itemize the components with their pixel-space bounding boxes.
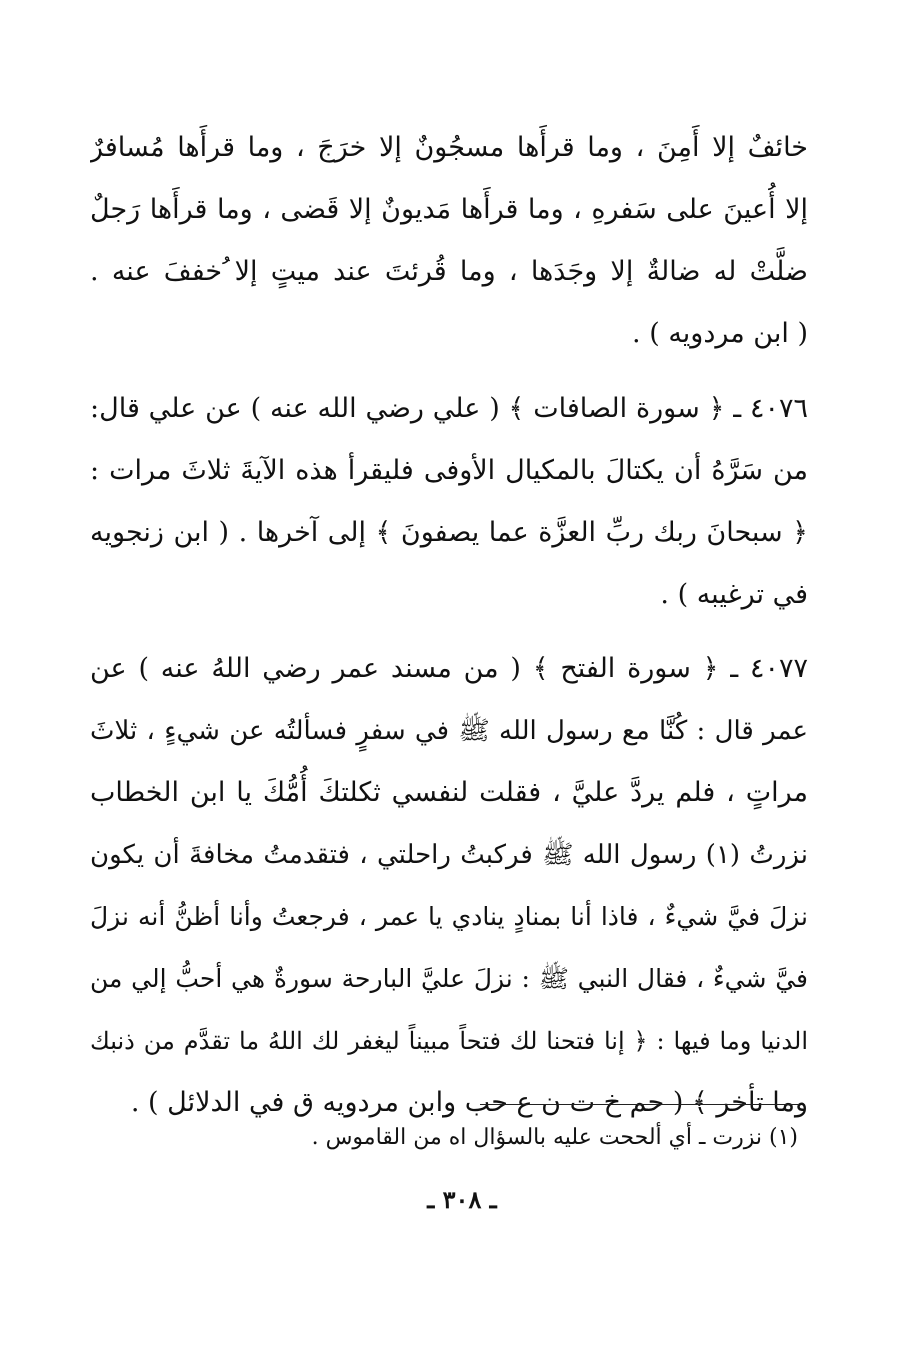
footnote-divider — [480, 1104, 798, 1105]
text-line: خائفٌ إلا أَمِنَ ، وما قرأَها مسجُونٌ إلا خرَجَ ، وما قرأَها مُسافرٌ — [90, 132, 808, 163]
text-line: وما تأخر ﴾ ( حم خ ت ن ع حب وابن مردويه ق في الدلائل ) . — [130, 1087, 808, 1118]
text-line: ٤٠٧٦ ـ ﴿ سورة الصافات ﴾ ( علي رضي الله عنه ) عن علي قال: — [90, 393, 808, 424]
text-line: في ترغيبه ) . — [660, 579, 808, 610]
text-line: مراتٍ ، فلم يردَّ عليَّ ، فقلت لنفسي ثكلتكَ أُمُّكَ يا ابن الخطاب — [90, 777, 808, 808]
text-line: نزرتُ (١) رسول الله ﷺ فركبتُ راحلتي ، فتقدمتُ مخافةَ أن يكون — [90, 840, 808, 870]
text-line: الدنيا وما فيها : ﴿ إنا فتحنا لك فتحاً مبيناً ليغفر لك اللهُ ما تقدَّم من ذنبك — [90, 1027, 808, 1055]
page-number: ـ ٣٠٨ ـ — [427, 1185, 497, 1214]
text-line: ضلَّتْ له ضالةٌ إلا وجَدَها ، وما قُرئتَ عند ميتٍ إلا ُخففَ عنه . — [90, 256, 808, 287]
text-line: ﴿ سبحانَ ربك ربِّ العزَّة عما يصفونَ ﴾ إلى آخرها . ( ابن زنجويه — [90, 517, 808, 548]
text-line: عمر قال : كُنَّا مع رسول الله ﷺ في سفرٍ فسألتُه عن شيءٍ ، ثلاثَ — [90, 716, 808, 746]
hadith-4077 — [90, 638, 808, 1134]
text-line: إلا أُعينَ على سَفرهِ ، وما قرأَها مَديونٌ إلا قَضى ، وما قرأَها رَجلٌ — [90, 194, 808, 225]
text-line: ( ابن مردويه ) . — [632, 318, 808, 349]
text-line: ٤٠٧٧ ـ ﴿ سورة الفتح ﴾ ( من مسند عمر رضي اللهُ عنه ) عن — [90, 653, 808, 684]
paragraph-continuation — [90, 117, 808, 365]
text-line: نزلَ فيَّ شيءٌ ، فاذا أنا بمنادٍ ينادي يا عمر ، فرجعتُ وأنا أظنُّ أنه نزلَ — [90, 902, 808, 931]
text-line: فيَّ شيءٌ ، فقال النبي ﷺ : نزلَ عليَّ البارحة سورةٌ هي أحبُّ إلي من — [90, 964, 808, 993]
hadith-4076 — [90, 378, 808, 626]
footnote: (١) نزرت ـ أي ألححت عليه بالسؤال اه من القاموس . — [311, 1125, 798, 1150]
text-line: من سَرَّهُ أن يكتالَ بالمكيال الأوفى فليقرأ هذه الآيةَ ثلاثَ مرات : — [90, 455, 808, 486]
